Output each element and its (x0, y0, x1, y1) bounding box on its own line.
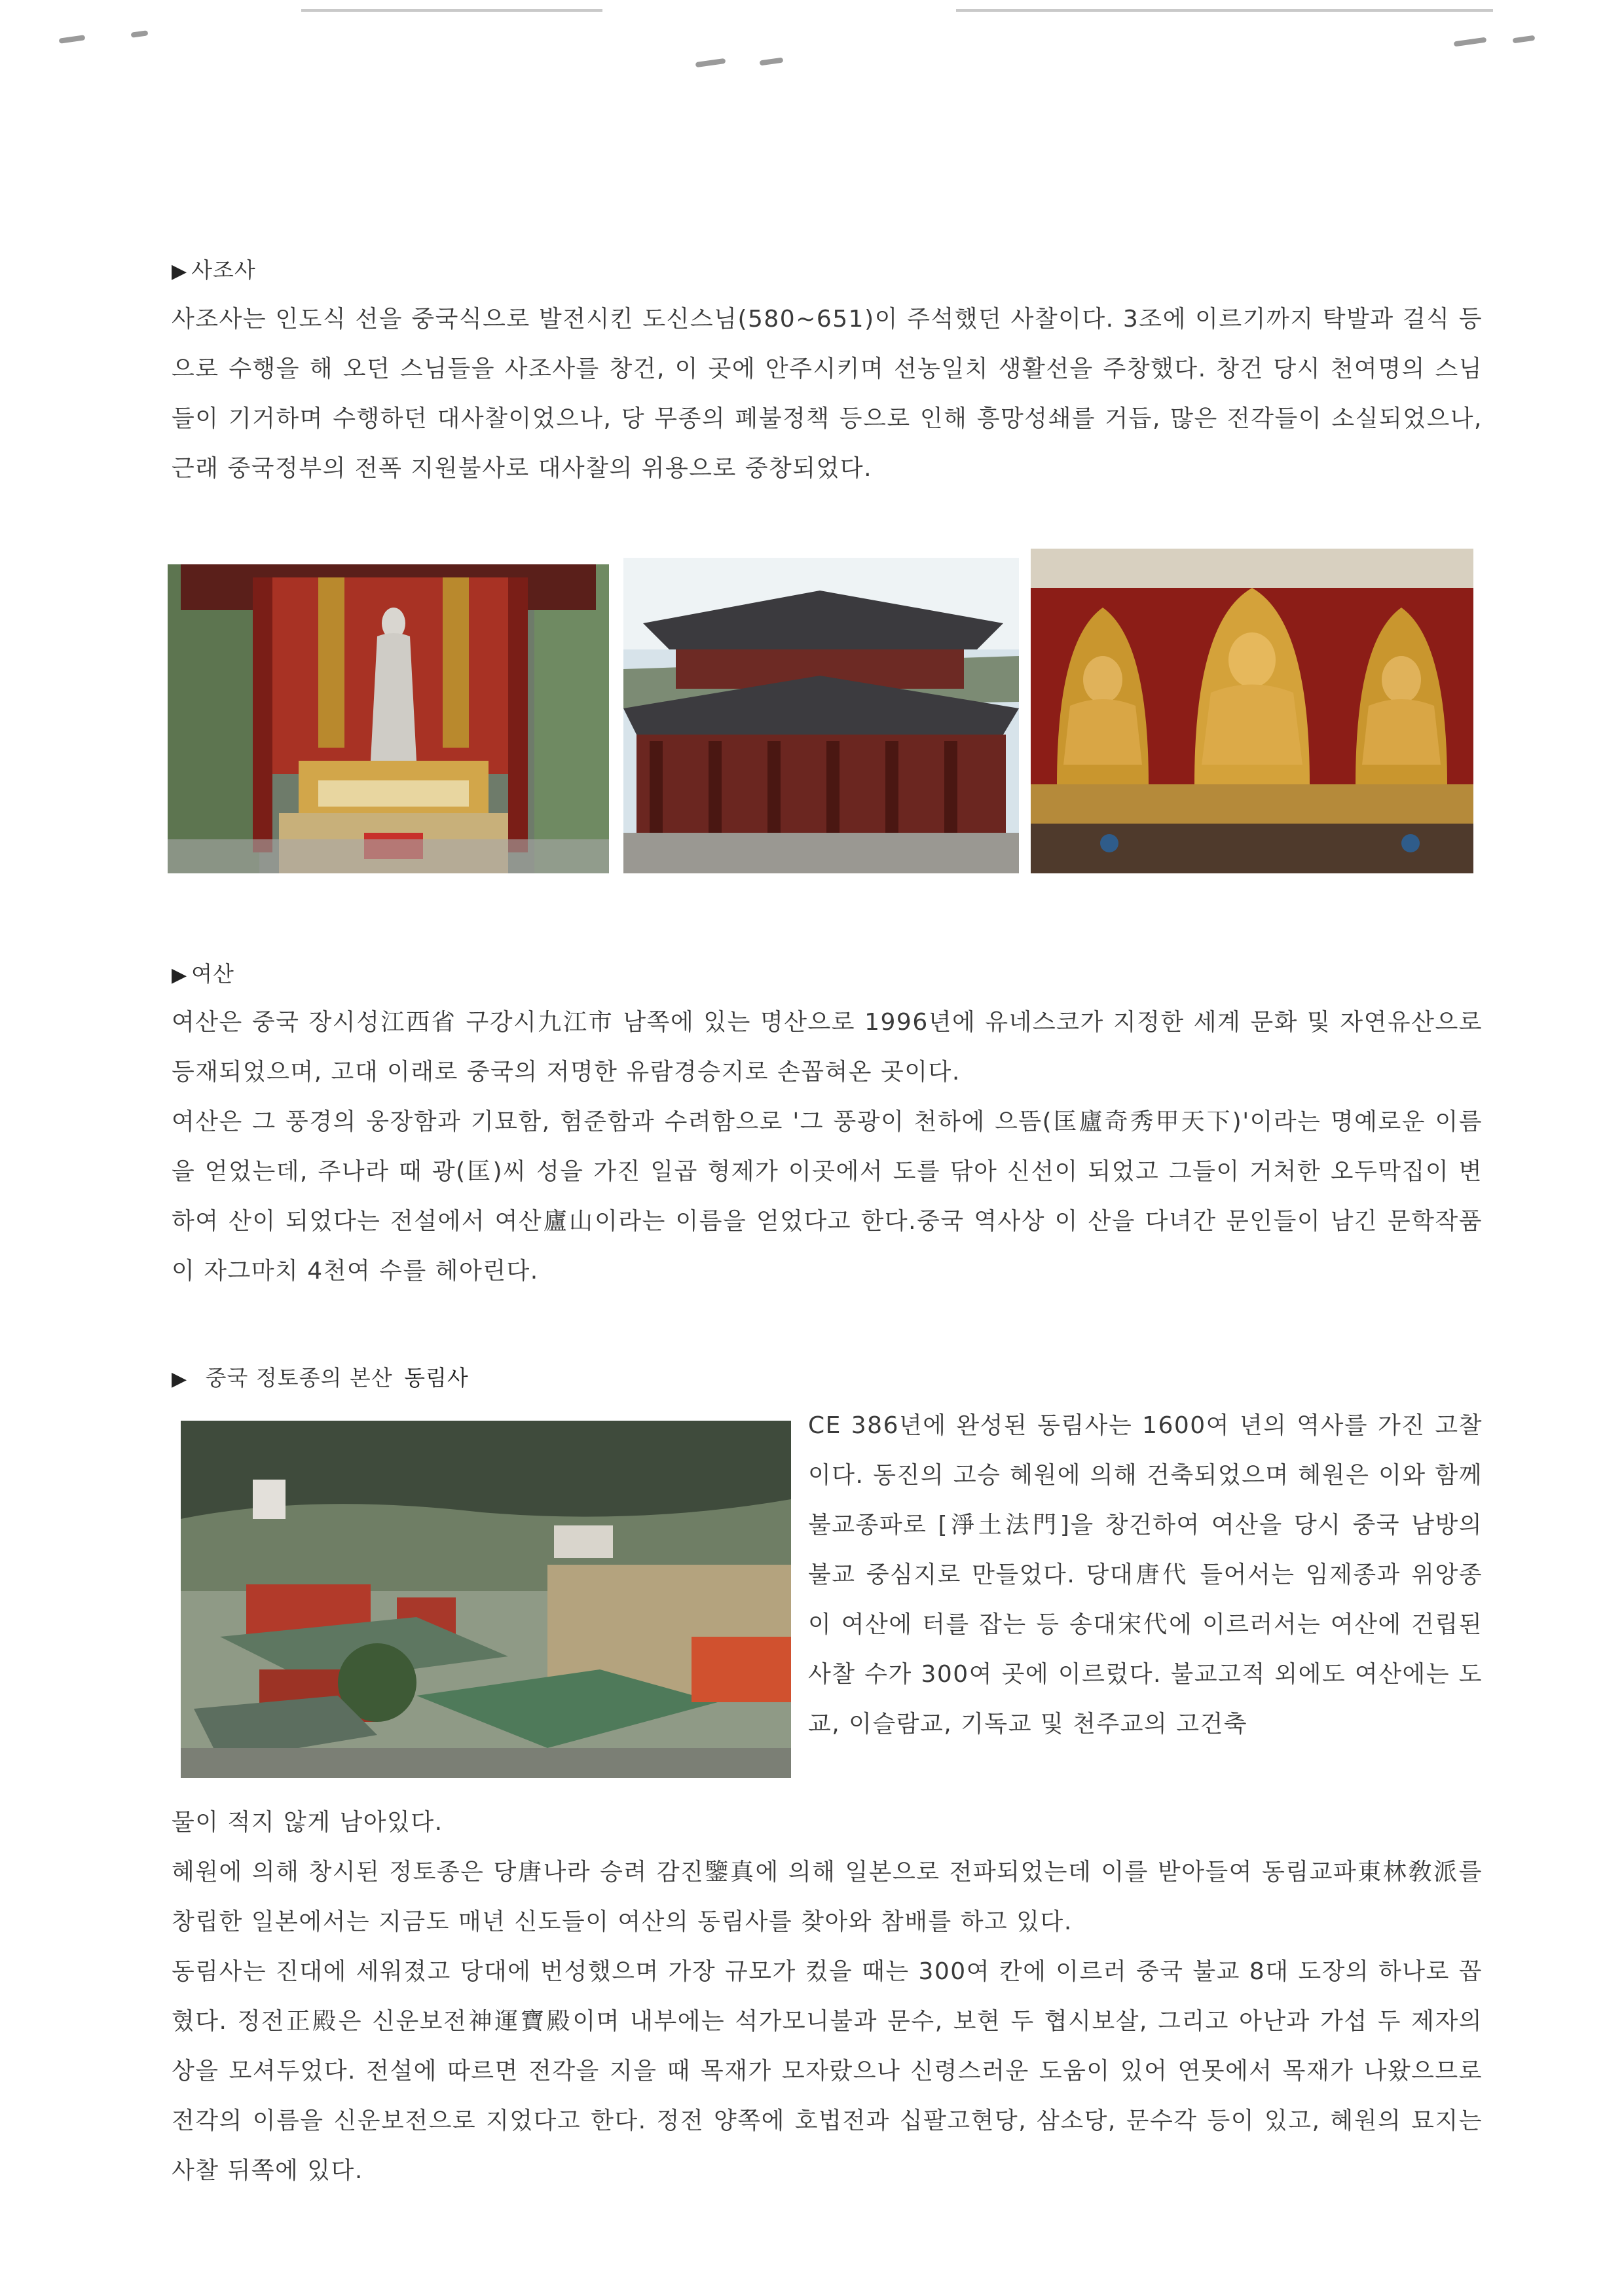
scan-mark (131, 30, 149, 38)
scan-mark (1513, 35, 1536, 44)
photo-main-hall-exterior (623, 558, 1019, 873)
paragraph: CE 386년에 완성된 동림사는 1600여 년의 역사를 가진 고찰이다. 동진의 고승 혜원에 의해 건축되었으며 혜원은 이와 함께 불교종파로 [淨土法門]을 창건하여 여산을 당시 중국 남방의 불교 중심지로 만들었다. 당대唐代 들어서는 임제종과 위앙종이 여산에 터를 잡는 등 송대宋代에 이르러서는 여산에 건립된 사찰 수가 300여 곳에 이르렀다. 불교고적 외에도 여산에는 도교, 이슬람교, 기독교 및 천주교의 고건축 (808, 1412, 1483, 1738)
heading-main: 동림사 (404, 1365, 469, 1391)
heading-text: 사조사 (191, 257, 256, 283)
scan-mark (59, 35, 86, 43)
scan-edge-line (301, 9, 602, 12)
triangle-right-icon: ▶ (172, 1368, 188, 1391)
section-heading-donglimsa (172, 1365, 469, 1393)
paragraph: 여산은 그 풍경의 웅장함과 기묘함, 험준함과 수려함으로 '그 풍광이 천하에 으뜸(匡廬奇秀甲天下)'이라는 명예로운 이름을 얻었는데, 주나라 때 광(匡)씨 성을 가진 일곱 형제가 이곳에서 도를 닦아 신선이 되었고 그들이 거처한 오두막집이 변하여 산이 되었다는 전설에서 여산廬山이라는 이름을 얻었다고 한다.중국 역사상 이 산을 다녀간 문인들이 남긴 문학작품이 자그마치 4천여 수를 헤아린다. (172, 1108, 1483, 1285)
photo-guanyin-statue-shrine (168, 564, 609, 873)
heading-prefix: 중국 정토종의 본산 (205, 1365, 393, 1391)
scan-edge-line (956, 9, 1493, 12)
section-heading-yeosan (172, 961, 234, 989)
section-body-sajosa (172, 295, 1483, 494)
paragraph: 여산은 중국 장시성江西省 구강시九江市 남쪽에 있는 명산으로 1996년에 유네스코가 지정한 세계 문화 및 자연유산으로 등재되었으며, 고대 이래로 중국의 저명한 유람경승지로 손꼽혀온 곳이다. (172, 1009, 1483, 1085)
paragraph: 사조사는 인도식 선을 중국식으로 발전시킨 도신스님(580~651)이 주석했던 사찰이다. 3조에 이르기까지 탁발과 걸식 등으로 수행을 해 오던 스님들을 사조사를 창건, 이 곳에 안주시키며 선농일치 생활선을 주창했다. 창건 당시 천여명의 스님들이 기거하며 수행하던 대사찰이었으나, 당 무종의 폐불정책 등으로 인해 흥망성쇄를 거듭, 많은 전각들이 소실되었으나, 근래 중국정부의 전폭 지원불사로 대사찰의 위용으로 중창되었다. (172, 306, 1483, 482)
section-heading-sajosa (172, 257, 256, 285)
section-body-yeosan (172, 998, 1483, 1296)
paragraph: 동림사는 진대에 세워졌고 당대에 번성했으며 가장 규모가 컸을 때는 300여 칸에 이르러 중국 불교 8대 도장의 하나로 꼽혔다. 정전正殿은 신운보전神運寶殿이며 내부에는 석가모니불과 문수, 보현 두 협시보살, 그리고 아난과 가섭 두 제자의 상을 모셔두었다. 전설에 따르면 전각을 지을 때 목재가 모자랐으나 신령스러운 도움이 있어 연못에서 목재가 나왔으므로 전각의 이름을 신운보전으로 지었다고 한다. 정전 양쪽에 호법전과 십팔고현당, 삼소당, 문수각 등이 있고, 혜원의 묘지는 사찰 뒤쪽에 있다. (172, 1958, 1483, 2184)
section-body-donglimsa (172, 1798, 1483, 2196)
photo-donglimsa-aerial-view (181, 1421, 791, 1778)
paragraph: 혜원에 의해 창시된 정토종은 당唐나라 승려 감진鑒真에 의해 일본으로 전파되었는데 이를 받아들여 동림교파東林敎派를 창립한 일본에서는 지금도 매년 신도들이 여산의 동림사를 찾아와 참배를 하고 있다. (172, 1859, 1483, 1935)
scan-mark (695, 58, 726, 67)
heading-text: 여산 (191, 961, 234, 987)
scan-mark (1454, 37, 1487, 47)
triangle-right-icon: ▶ (172, 964, 188, 987)
scan-mark (760, 58, 784, 66)
paragraph-continuation: 물이 적지 않게 남아있다. (172, 1809, 443, 1836)
photo-golden-buddha-statues (1031, 549, 1473, 873)
triangle-right-icon: ▶ (172, 260, 188, 283)
section-body-donglimsa-float (808, 1401, 1483, 1749)
